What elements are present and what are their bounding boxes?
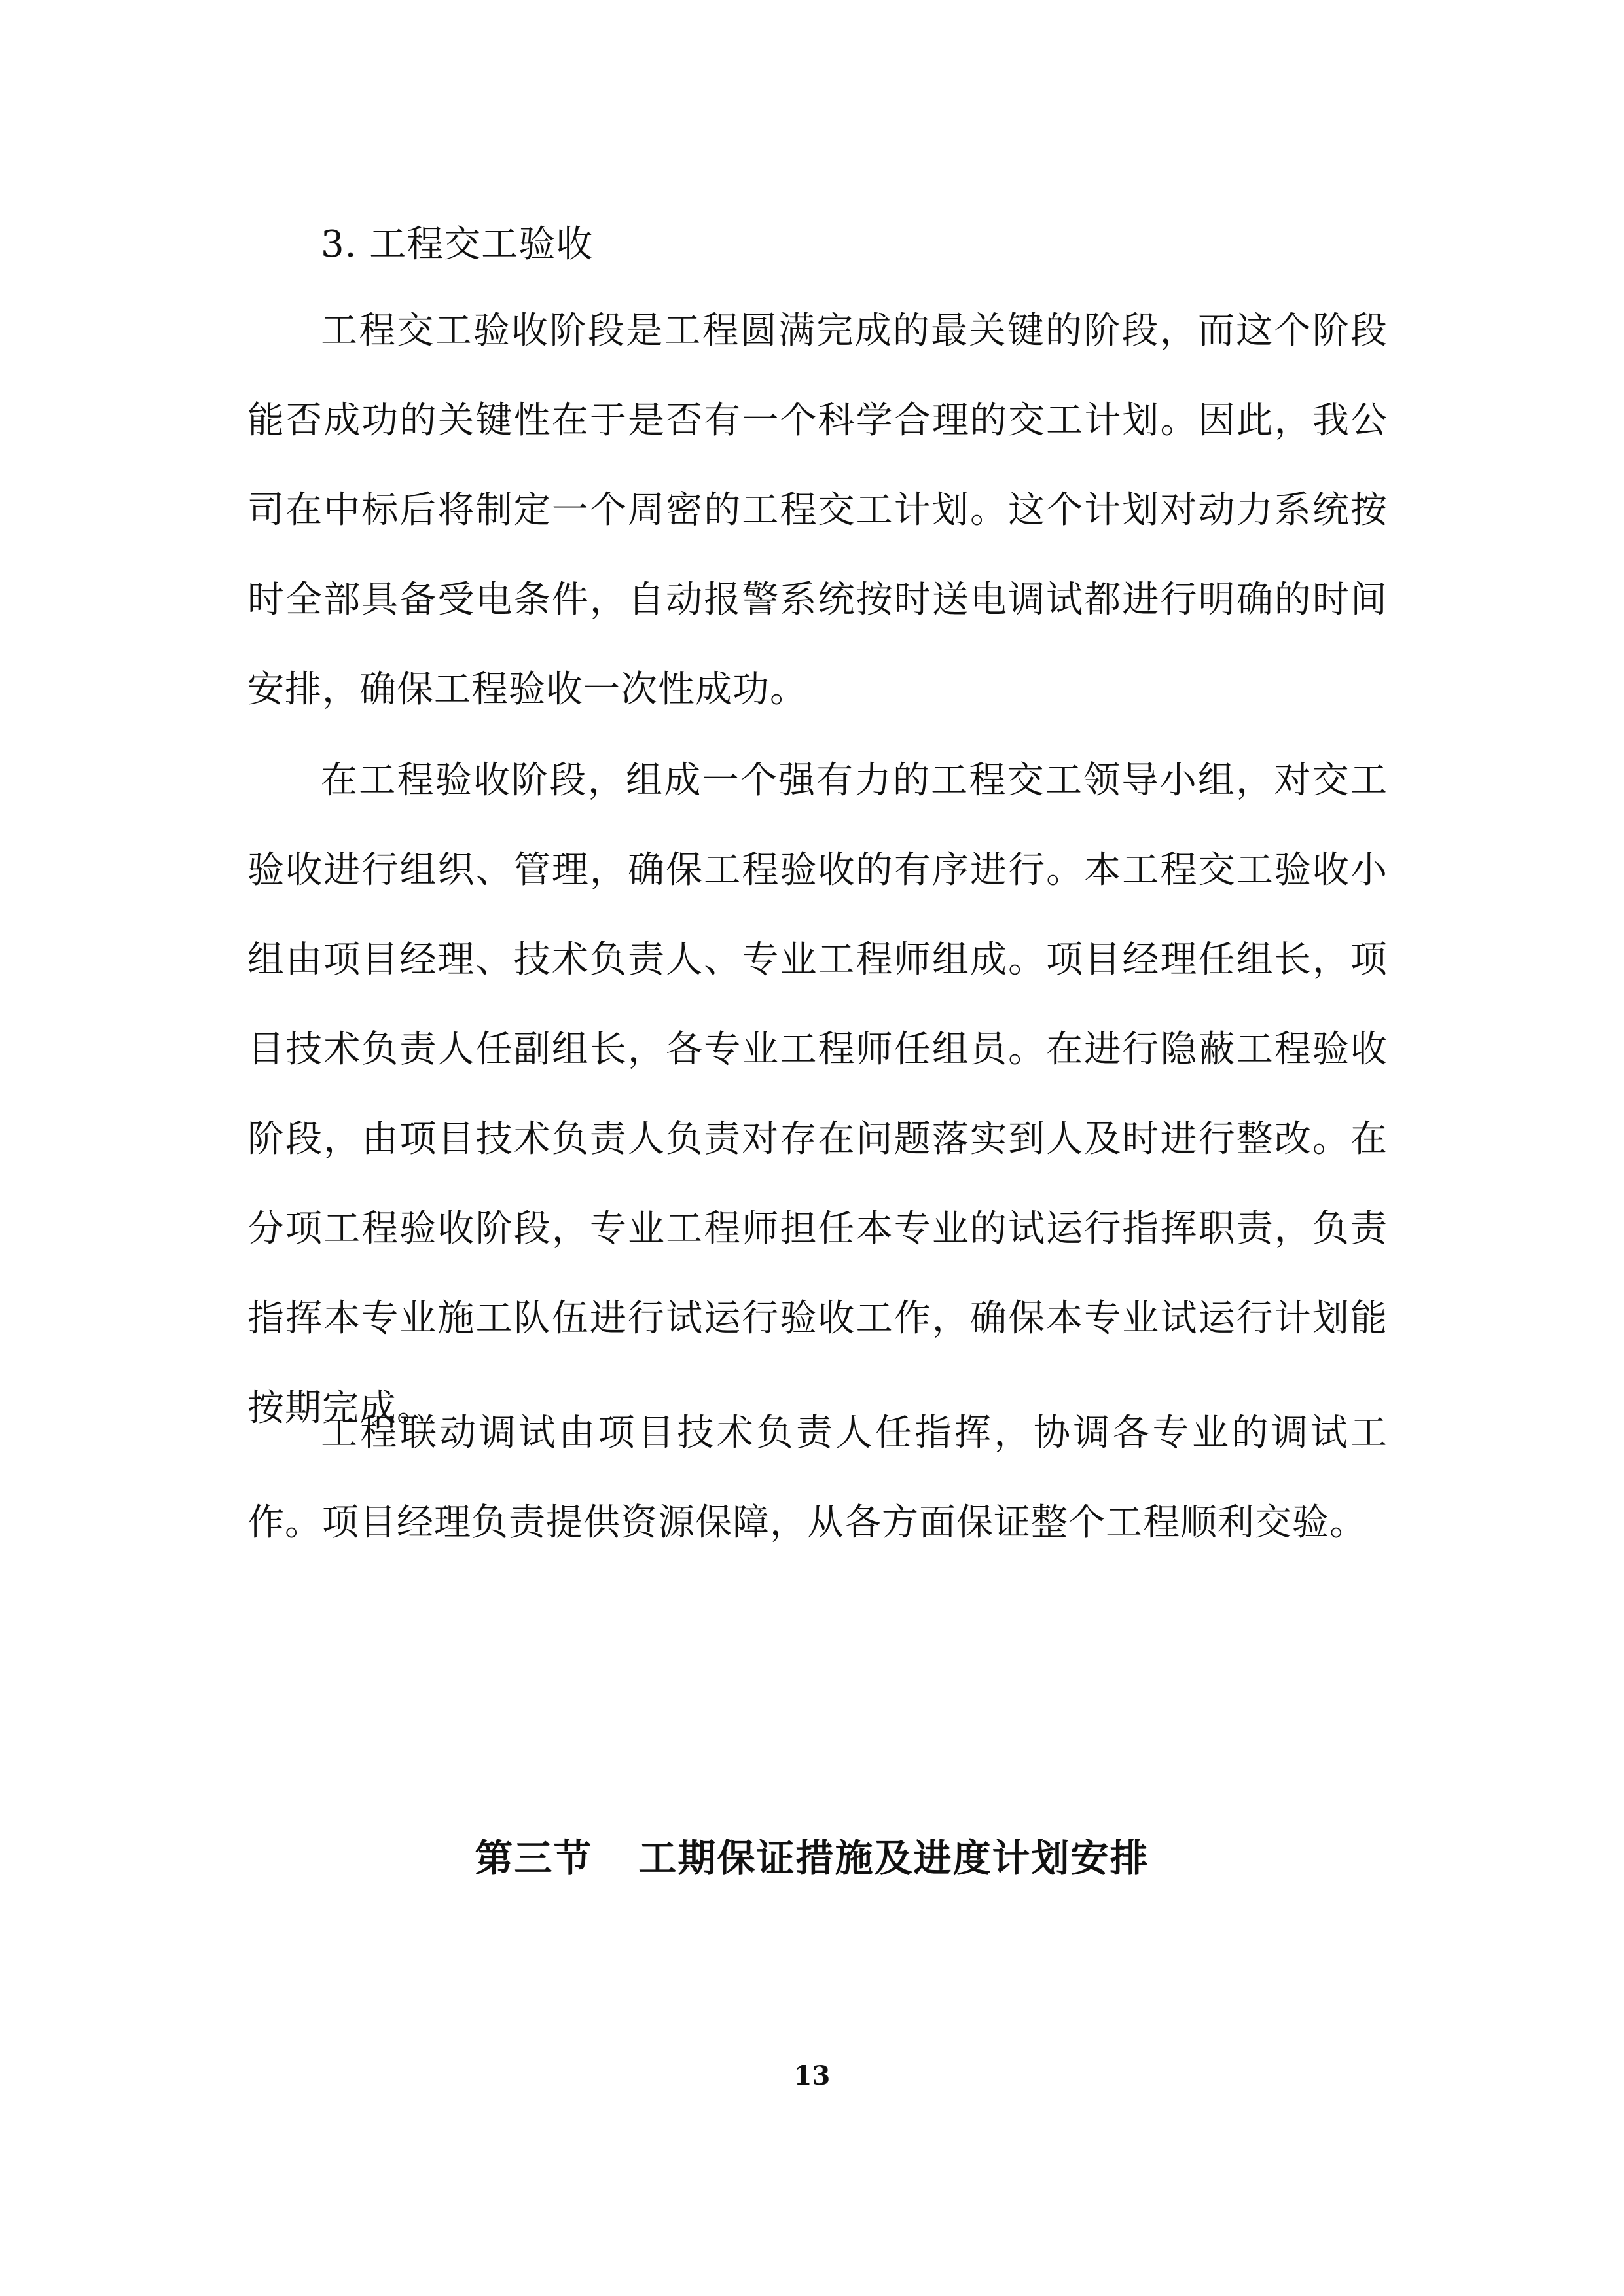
paragraph-acceptance-plan: 工程交工验收阶段是工程圆满完成的最关键的阶段，而这个阶段能否成功的关键性在于是否有一个科学合理的交工计划。因此，我公司在中标后将制定一个周密的工程交工计划。这个计划对动力系统按时全部具备受电条件，自动报警系统按时送电调试都进行明确的时间安排，确保工程验收一次性成功。 (247, 310, 1388, 711)
paragraph-joint-commissioning: 工程联动调试由项目技术负责人任指挥，协调各专业的调试工作。项目经理负责提供资源保障，从各方面保证整个工程顺利交验。 (247, 1412, 1388, 1544)
paragraph-acceptance-team: 在工程验收阶段，组成一个强有力的工程交工领导小组，对交工验收进行组织、管理，确保工程验收的有序进行。本工程交工验收小组由项目经理、技术负责人、专业工程师组成。项目经理任组长，项目技术负责人任副组长，各专业工程师任组员。在进行隐蔽工程验收阶段，由项目技术负责人负责对存在问题落实到人及时进行整改。在分项工程验收阶段，专业工程师担任本专业的试运行指挥职责，负责指挥本专业施工队伍进行试运行验收工作，确保本专业试运行计划能按期完成。 (247, 759, 1388, 1429)
section-number: 第三节 (475, 1836, 593, 1880)
section-title-text: 工期保证措施及进度计划安排 (638, 1836, 1149, 1880)
subheading: 3. 工程交工验收 (321, 223, 594, 266)
section-title (0, 1827, 1624, 1882)
page-number: 13 (793, 2060, 831, 2091)
